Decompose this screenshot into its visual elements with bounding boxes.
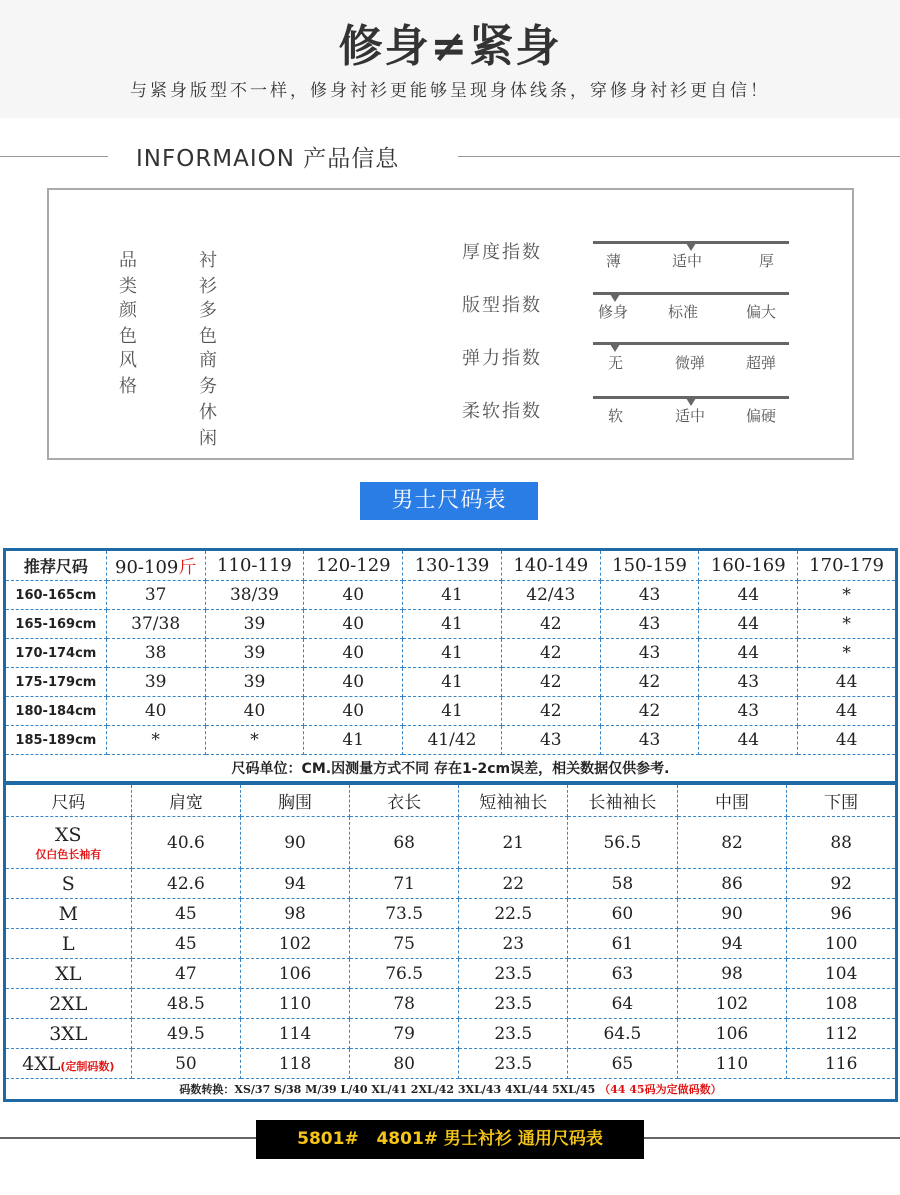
size-label xyxy=(5,1049,132,1079)
table-cell: 43 xyxy=(600,639,699,668)
table-cell: 42/43 xyxy=(501,581,600,610)
column-header: 衣长 xyxy=(349,784,459,817)
footer-label: 5801# 4801# 男士衬衫 通用尺码表 xyxy=(256,1120,644,1159)
table-cell: 79 xyxy=(349,1019,459,1049)
index-option: 无 xyxy=(608,354,624,372)
size-label: L xyxy=(5,929,132,959)
attribute-value: 商务休闲 xyxy=(199,350,217,449)
table-note-row xyxy=(5,755,897,783)
table-cell: 38/39 xyxy=(205,581,304,610)
column-header: 肩宽 xyxy=(131,784,241,817)
table-cell: 44 xyxy=(798,697,897,726)
attribute-value: 多色 xyxy=(199,300,217,347)
table-cell: 44 xyxy=(699,610,798,639)
table-cell: * xyxy=(106,726,205,755)
table-cell: 82 xyxy=(677,817,787,869)
table-cell: 45 xyxy=(131,929,241,959)
table-cell: * xyxy=(205,726,304,755)
table-row xyxy=(5,697,897,726)
weight-header: 120-129 xyxy=(304,550,403,581)
table-cell: 41 xyxy=(403,639,502,668)
table-cell: 94 xyxy=(241,869,350,899)
divider xyxy=(0,156,108,157)
table-cell: 42 xyxy=(501,697,600,726)
table-row xyxy=(5,929,897,959)
table-cell: 37 xyxy=(106,581,205,610)
table-header-row xyxy=(5,784,897,817)
attribute-label: 品类 xyxy=(119,250,137,297)
table-cell: 48.5 xyxy=(131,989,241,1019)
table-cell: 40 xyxy=(106,697,205,726)
height-label: 160-165cm xyxy=(5,581,107,610)
table-cell: 42.6 xyxy=(131,869,241,899)
table-cell: 44 xyxy=(699,726,798,755)
table-cell: 40.6 xyxy=(131,817,241,869)
info-heading: INFORMAION 产品信息 xyxy=(136,146,400,172)
table-cell: 60 xyxy=(568,899,678,929)
index-option: 超弹 xyxy=(746,354,777,372)
measurement-table xyxy=(3,782,898,1102)
weight-header: 140-149 xyxy=(501,550,600,581)
table-cell: 92 xyxy=(787,869,897,899)
conversion-red-note: （44 45码为定做码数） xyxy=(599,1083,722,1096)
table-cell: 86 xyxy=(677,869,787,899)
table-row xyxy=(5,610,897,639)
size-label xyxy=(5,817,132,869)
table-row xyxy=(5,817,897,869)
weight-range: 90-109 xyxy=(115,556,179,578)
table-cell: 58 xyxy=(568,869,678,899)
table-cell: 38 xyxy=(106,639,205,668)
table-cell: 44 xyxy=(699,581,798,610)
index-marker-icon xyxy=(610,344,620,352)
column-header: 尺码 xyxy=(5,784,132,817)
product-info-box xyxy=(47,188,854,460)
column-header: 中围 xyxy=(677,784,787,817)
table-cell: 71 xyxy=(349,869,459,899)
table-cell: 100 xyxy=(787,929,897,959)
table-row xyxy=(5,1049,897,1079)
table-cell: 80 xyxy=(349,1049,459,1079)
height-label: 175-179cm xyxy=(5,668,107,697)
hero-subtitle: 与紧身版型不一样，修身衬衫更能够呈现身体线条，穿修身衬衫更自信！ xyxy=(130,81,770,101)
table-cell: 65 xyxy=(568,1049,678,1079)
table-cell: 108 xyxy=(787,989,897,1019)
table-cell: 40 xyxy=(205,697,304,726)
table-cell: 110 xyxy=(677,1049,787,1079)
table-cell: 94 xyxy=(677,929,787,959)
column-header: 下围 xyxy=(787,784,897,817)
conversion-text: 码数转换：XS/37 S/38 M/39 L/40 XL/41 2XL/42 3XL/43 4XL/44 5XL/45 xyxy=(179,1083,596,1096)
table-cell: 40 xyxy=(304,639,403,668)
table-row xyxy=(5,668,897,697)
table-cell: 39 xyxy=(106,668,205,697)
table-cell: 104 xyxy=(787,959,897,989)
table-cell: 98 xyxy=(677,959,787,989)
table-cell: 44 xyxy=(798,726,897,755)
index-scale-thickness xyxy=(593,241,789,244)
index-label-fit: 版型指数 xyxy=(462,295,542,316)
attribute-label: 颜色 xyxy=(119,300,137,347)
attribute-label: 风格 xyxy=(119,350,137,397)
table-cell: 76.5 xyxy=(349,959,459,989)
table-cell: 73.5 xyxy=(349,899,459,929)
size-label: S xyxy=(5,869,132,899)
index-option: 微弹 xyxy=(675,354,706,372)
weight-header: 160-169 xyxy=(699,550,798,581)
weight-header: 110-119 xyxy=(205,550,304,581)
attribute-value: 衬衫 xyxy=(199,250,217,297)
table-cell: 90 xyxy=(241,817,350,869)
table-cell: 39 xyxy=(205,639,304,668)
table-cell: 40 xyxy=(304,697,403,726)
weight-header xyxy=(106,550,205,581)
table-corner: 推荐尺码 xyxy=(5,550,107,581)
table-cell: 21 xyxy=(459,817,568,869)
table-cell: 42 xyxy=(600,668,699,697)
table-cell: 40 xyxy=(304,668,403,697)
table-header-row xyxy=(5,550,897,581)
height-label: 170-174cm xyxy=(5,639,107,668)
table-cell: 23.5 xyxy=(459,1019,568,1049)
table-cell: 106 xyxy=(241,959,350,989)
index-scale-elasticity xyxy=(593,342,789,345)
table-note-row xyxy=(5,1079,897,1101)
height-label: 185-189cm xyxy=(5,726,107,755)
index-option: 修身 xyxy=(598,303,629,321)
weight-header: 130-139 xyxy=(403,550,502,581)
table-cell: * xyxy=(798,639,897,668)
table-row xyxy=(5,581,897,610)
table-cell: 43 xyxy=(600,581,699,610)
size-name: 4XL xyxy=(22,1052,61,1075)
weight-header: 150-159 xyxy=(600,550,699,581)
table-row xyxy=(5,989,897,1019)
table-cell: 98 xyxy=(241,899,350,929)
table-cell: * xyxy=(798,581,897,610)
index-option: 偏大 xyxy=(746,303,777,321)
table-cell: 42 xyxy=(501,639,600,668)
table-row xyxy=(5,726,897,755)
table-cell: 42 xyxy=(501,610,600,639)
table-cell: 56.5 xyxy=(568,817,678,869)
table-cell: 39 xyxy=(205,668,304,697)
index-label-elasticity: 弹力指数 xyxy=(462,348,542,369)
index-option: 厚 xyxy=(759,252,775,270)
index-label-softness: 柔软指数 xyxy=(462,401,542,422)
height-label: 180-184cm xyxy=(5,697,107,726)
size-name: XS xyxy=(55,823,82,846)
index-option: 标准 xyxy=(668,303,699,321)
size-label: 2XL xyxy=(5,989,132,1019)
table-cell: 112 xyxy=(787,1019,897,1049)
size-chart-title: 男士尺码表 xyxy=(360,482,538,520)
table-cell: 42 xyxy=(501,668,600,697)
table-row xyxy=(5,899,897,929)
table-cell: 41 xyxy=(304,726,403,755)
table-cell: 41 xyxy=(403,610,502,639)
table-cell: 63 xyxy=(568,959,678,989)
table-cell: 102 xyxy=(241,929,350,959)
table-cell: 42 xyxy=(600,697,699,726)
table-row xyxy=(5,959,897,989)
index-label-thickness: 厚度指数 xyxy=(462,242,542,263)
table-cell: 50 xyxy=(131,1049,241,1079)
table-cell: 78 xyxy=(349,989,459,1019)
table-cell: 44 xyxy=(798,668,897,697)
size-label: M xyxy=(5,899,132,929)
unit-note: 尺码单位：CM.因测量方式不同 存在1-2cm误差，相关数据仅供参考. xyxy=(5,755,897,783)
table-cell: 49.5 xyxy=(131,1019,241,1049)
table-cell: 23.5 xyxy=(459,959,568,989)
table-row xyxy=(5,639,897,668)
table-cell: 47 xyxy=(131,959,241,989)
column-header: 胸围 xyxy=(241,784,350,817)
table-cell: 64.5 xyxy=(568,1019,678,1049)
recommend-size-table xyxy=(3,548,898,784)
index-option: 适中 xyxy=(675,407,706,425)
size-conversion-note xyxy=(5,1079,897,1101)
size-label: 3XL xyxy=(5,1019,132,1049)
table-cell: 41 xyxy=(403,668,502,697)
weight-header: 170-179 xyxy=(798,550,897,581)
table-cell: 22.5 xyxy=(459,899,568,929)
hero-title: 修身≠紧身 xyxy=(338,21,562,72)
index-scale-softness xyxy=(593,396,789,399)
table-cell: 39 xyxy=(205,610,304,639)
hero-banner xyxy=(0,0,900,118)
table-cell: 45 xyxy=(131,899,241,929)
table-cell: 64 xyxy=(568,989,678,1019)
table-cell: * xyxy=(798,610,897,639)
table-cell: 114 xyxy=(241,1019,350,1049)
table-cell: 96 xyxy=(787,899,897,929)
column-header: 短袖袖长 xyxy=(459,784,568,817)
index-scale-fit xyxy=(593,292,789,295)
index-option: 薄 xyxy=(606,252,622,270)
column-header: 长袖袖长 xyxy=(568,784,678,817)
index-option: 适中 xyxy=(672,252,703,270)
table-cell: 43 xyxy=(600,726,699,755)
table-cell: 102 xyxy=(677,989,787,1019)
table-row xyxy=(5,869,897,899)
table-cell: 90 xyxy=(677,899,787,929)
table-cell: 41 xyxy=(403,697,502,726)
table-cell: 43 xyxy=(501,726,600,755)
size-label: XL xyxy=(5,959,132,989)
table-cell: 23.5 xyxy=(459,1049,568,1079)
table-cell: 106 xyxy=(677,1019,787,1049)
table-cell: 40 xyxy=(304,581,403,610)
index-option: 软 xyxy=(608,407,624,425)
index-option: 偏硬 xyxy=(746,407,777,425)
table-cell: 110 xyxy=(241,989,350,1019)
table-cell: 43 xyxy=(600,610,699,639)
table-cell: 118 xyxy=(241,1049,350,1079)
table-cell: 116 xyxy=(787,1049,897,1079)
table-cell: 41/42 xyxy=(403,726,502,755)
divider xyxy=(458,156,900,157)
table-cell: 22 xyxy=(459,869,568,899)
table-cell: 61 xyxy=(568,929,678,959)
weight-unit: 斤 xyxy=(178,556,197,578)
table-cell: 23 xyxy=(459,929,568,959)
table-cell: 23.5 xyxy=(459,989,568,1019)
table-row xyxy=(5,1019,897,1049)
table-cell: 41 xyxy=(403,581,502,610)
table-cell: 88 xyxy=(787,817,897,869)
table-cell: 75 xyxy=(349,929,459,959)
table-cell: 43 xyxy=(699,697,798,726)
height-label: 165-169cm xyxy=(5,610,107,639)
table-cell: 43 xyxy=(699,668,798,697)
table-cell: 37/38 xyxy=(106,610,205,639)
size-note: 仅白色长袖有 xyxy=(35,847,102,861)
table-cell: 68 xyxy=(349,817,459,869)
size-note: (定制码数) xyxy=(60,1059,115,1073)
table-cell: 40 xyxy=(304,610,403,639)
table-cell: 44 xyxy=(699,639,798,668)
